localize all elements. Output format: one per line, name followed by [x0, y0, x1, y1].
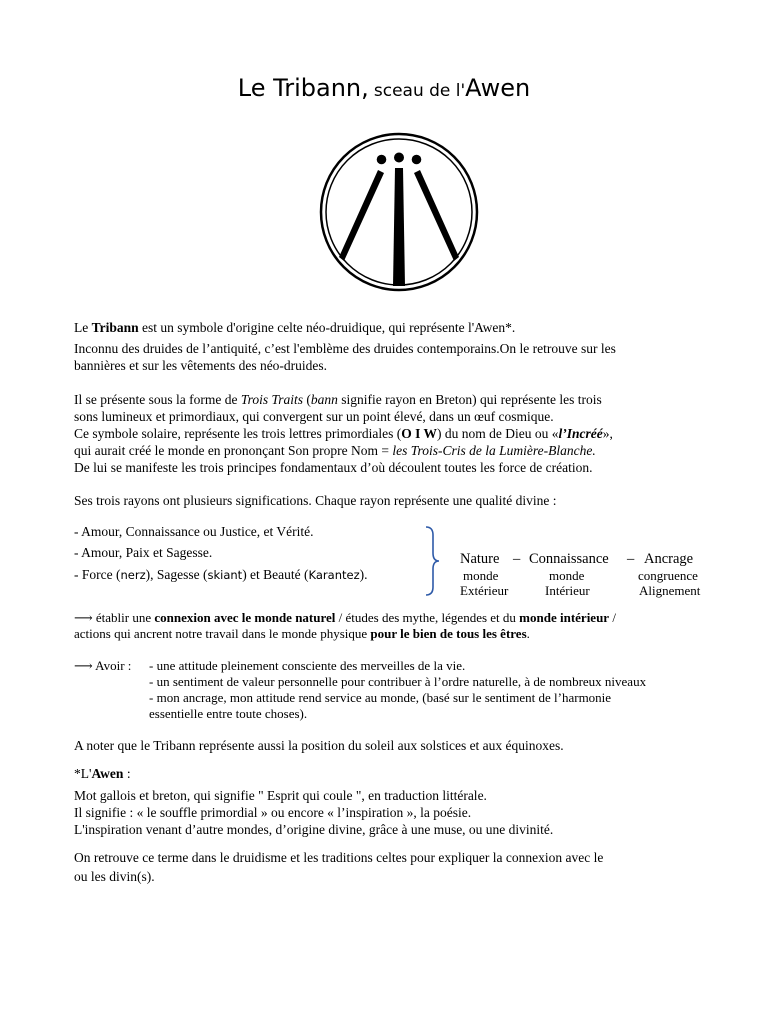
- table-head-1: Nature: [460, 551, 500, 567]
- arrow1-bold: connexion avec le monde naturel: [154, 610, 336, 625]
- awen-heading-text: *L': [74, 766, 92, 781]
- table-head-sep-1: –: [513, 551, 521, 567]
- arrow1-text: /: [609, 610, 616, 625]
- para2-text: ) du nom de Dieu ou «: [437, 426, 559, 441]
- para2-italic: les Trois-Cris de la Lumière-Blanche.: [392, 443, 596, 458]
- breton-word: nerz: [120, 568, 146, 582]
- para2-line-3: [74, 426, 613, 443]
- table-head-3: Ancrage: [644, 551, 694, 567]
- table-cell: Intérieur: [545, 583, 590, 598]
- arrow2-item: - un sentiment de valeur personnelle pour contribuer à l’ordre naturelle, à de nombreux niveaux: [149, 674, 647, 689]
- intro-text: est un symbole d'origine celte néo-druidique, qui représente l'Awen*.: [138, 320, 516, 335]
- para2-italic: Trois Traits: [240, 392, 303, 407]
- awen-heading-bold: Awen: [91, 766, 124, 781]
- ray-1: - Amour, Connaissance ou Justice, et Vérité.: [74, 524, 314, 539]
- arrow1-line-1: [74, 610, 616, 627]
- table-head-2: Connaissance: [529, 551, 609, 567]
- para2-text: Il se présente sous la forme de: [74, 392, 241, 407]
- arrow1-line-2: [74, 626, 530, 643]
- arrow1-text: / études des mythe, légendes et du: [335, 610, 520, 625]
- para2-text: signifie rayon en Breton) qui représente les trois: [337, 392, 602, 407]
- table-cell: monde: [549, 568, 585, 583]
- title-part2: sceau de l': [373, 81, 466, 101]
- page-title: [0, 74, 768, 102]
- table-cell: Alignement: [639, 583, 701, 598]
- closing-line-2: ou les divin(s).: [74, 869, 155, 884]
- table-head-sep-2: –: [627, 551, 635, 567]
- ray-2: - Amour, Paix et Sagesse.: [74, 545, 213, 560]
- awen-line-2: Il signifie : « le souffle primordial » ou encore « l’inspiration », la poésie.: [74, 805, 472, 820]
- arrow2-item: - une attitude pleinement consciente des merveilles de la vie.: [149, 658, 466, 673]
- ray-text: ), Sagesse (: [145, 567, 208, 582]
- arrow1-text: ⟶ établir une: [74, 610, 155, 625]
- table-cell: Extérieur: [460, 583, 509, 598]
- closing-line-1: On retrouve ce terme dans le druidisme et les traditions celtes pour expliquer la connexion avec le: [74, 850, 604, 865]
- curly-brace-icon: [424, 525, 440, 597]
- arrow2-label: ⟶ Avoir :: [74, 658, 132, 673]
- intro-line-1: [74, 320, 515, 337]
- para2-text: Ce symbole solaire, représente les trois lettres primordiales (: [74, 426, 402, 441]
- para2-bold-italic: l’Incréé: [558, 426, 603, 441]
- rays-intro: Ses trois rayons ont plusieurs significations. Chaque rayon représente une qualité divine :: [74, 493, 557, 508]
- arrow1-bold: monde intérieur: [519, 610, 610, 625]
- awen-symbol-icon: [318, 131, 480, 293]
- arrow1-bold: pour le bien de tous les êtres: [370, 626, 527, 641]
- arrow2-item: - mon ancrage, mon attitude rend service au monde, (basé sur le sentiment de l’harmonie: [149, 690, 612, 705]
- intro-bold: Tribann: [91, 320, 139, 335]
- awen-line-1: Mot gallois et breton, qui signifie " Esprit qui coule ", en traduction littérale.: [74, 788, 487, 803]
- para2-line-1: [74, 392, 602, 409]
- note-line: A noter que le Tribann représente aussi la position du soleil aux solstices et aux équinoxes.: [74, 738, 564, 753]
- ray-text: ) et Beauté (: [242, 567, 309, 582]
- arrow2-item: essentielle entre toute choses).: [149, 706, 308, 721]
- para2-line-5: De lui se manifeste les trois principes fondamentaux d’où découlent toutes les force de création.: [74, 460, 593, 475]
- awen-line-3: L'inspiration venant d’autre mondes, d’origine divine, grâce à une muse, ou une divinité.: [74, 822, 554, 837]
- awen-heading-text: :: [123, 766, 131, 781]
- intro-text: Le: [74, 320, 92, 335]
- awen-heading: [74, 766, 131, 783]
- ray-text: ).: [359, 567, 368, 582]
- intro-line-3: bannières et sur les vêtements des néo-druides.: [74, 358, 328, 373]
- table-cell: congruence: [638, 568, 698, 583]
- ray-3: [74, 567, 367, 584]
- arrow1-text: actions qui ancrent notre travail dans le monde physique: [74, 626, 371, 641]
- para2-text: »,: [602, 426, 613, 441]
- title-part3: Awen: [465, 74, 531, 102]
- para2-line-2: sons lumineux et primordiaux, qui convergent sur un point élevé, dans un œuf cosmique.: [74, 409, 554, 424]
- para2-bold: O I W: [401, 426, 438, 441]
- intro-line-2: Inconnu des druides de l’antiquité, c’est l'emblème des druides contemporains.On le retrouve sur les: [74, 341, 616, 356]
- para2-text: qui aurait créé le monde en prononçant Son propre Nom =: [74, 443, 393, 458]
- ray-text: - Force (: [74, 567, 121, 582]
- para2-line-4: [74, 443, 596, 460]
- para2-text: (: [303, 392, 311, 407]
- arrow1-text: .: [526, 626, 530, 641]
- breton-word: Karantez: [308, 568, 360, 582]
- table-cell: monde: [463, 568, 499, 583]
- breton-word: skiant: [207, 568, 243, 582]
- para2-italic: bann: [310, 392, 338, 407]
- title-part1: Le Tribann,: [237, 74, 369, 102]
